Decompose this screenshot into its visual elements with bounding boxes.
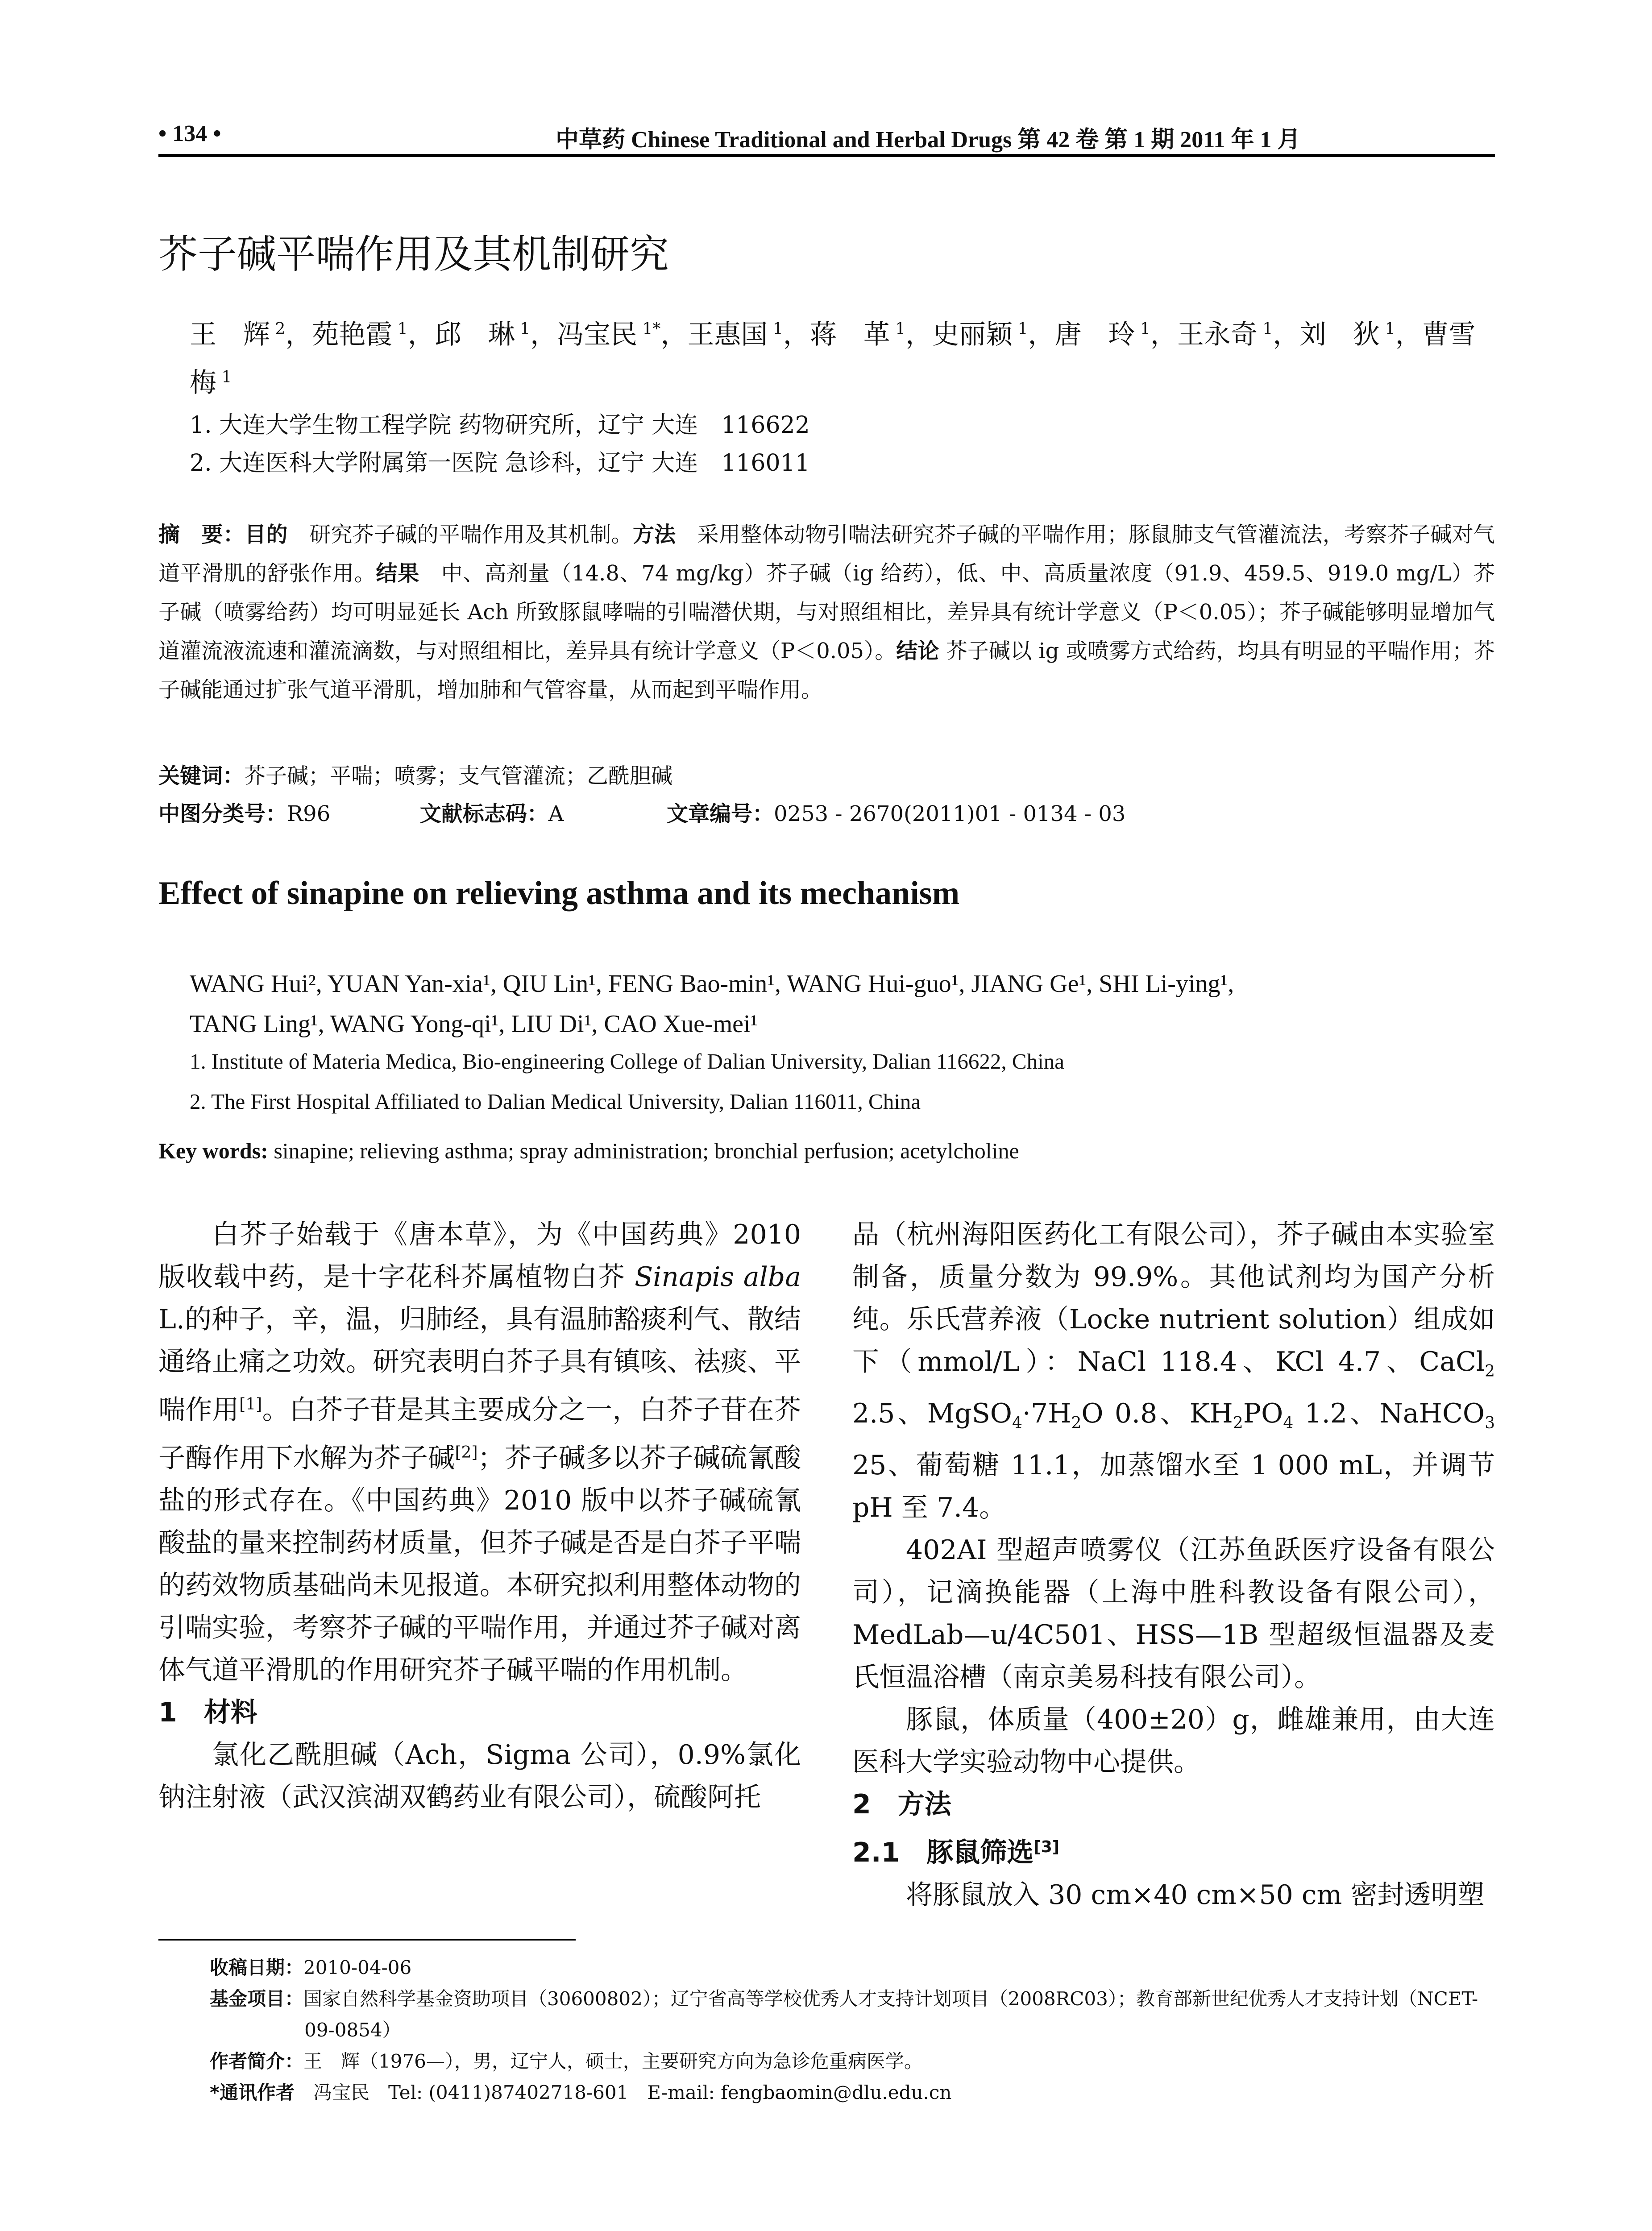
objective-text: 研究芥子碱的平喘作用及其机制。 bbox=[309, 522, 633, 547]
affiliation-2: 2. 大连医科大学附属第一医院 急诊科，辽宁 大连 116011 bbox=[190, 450, 810, 477]
author-affiliation-mark: 1 bbox=[768, 320, 783, 338]
funding-value: 国家自然科学基金资助项目（30600802）；辽宁省高等学校优秀人才支持计划项目（2008RC03）；教育部新世纪优秀人才支持计划（NCET-09-0854） bbox=[303, 1988, 1478, 2041]
article-number-label: 文章编号： bbox=[666, 801, 774, 826]
author-name: 王 辉 bbox=[190, 319, 270, 350]
received-label: 收稿日期： bbox=[210, 1957, 304, 1978]
intro-paragraph bbox=[158, 1214, 801, 1692]
author-affiliation-mark: 1 bbox=[1135, 320, 1150, 338]
author-affiliation-mark: 1 bbox=[1013, 320, 1028, 338]
funding-label: 基金项目： bbox=[210, 1988, 304, 2010]
subscript: 2 bbox=[1071, 1414, 1082, 1432]
english-keywords-label: Key words: bbox=[158, 1138, 268, 1163]
doc-code-value: A bbox=[548, 801, 564, 826]
author-affiliation-mark: 1 bbox=[216, 368, 232, 386]
keywords bbox=[158, 759, 672, 789]
citation[interactable]: [2] bbox=[455, 1443, 478, 1462]
clc-label: 中图分类号： bbox=[158, 801, 287, 826]
subsection-heading bbox=[852, 1826, 1495, 1874]
page-number: • 134 • bbox=[158, 121, 221, 146]
text-run: 白芥子始载于《唐本草》，为《中国药典》2010 版收载中药，是十字花科芥属植物白芥 bbox=[158, 1219, 801, 1293]
running-header bbox=[158, 120, 1495, 156]
abstract-label: 摘 要： bbox=[158, 522, 245, 547]
english-authors-line-2: TANG Ling¹, WANG Yong-qi¹, LIU Di¹, CAO Xue-mei¹ bbox=[190, 1010, 758, 1038]
citation[interactable]: [1] bbox=[239, 1395, 262, 1414]
affiliation-1: 1. 大连大学生物工程学院 药物研究所，辽宁 大连 116622 bbox=[190, 412, 810, 439]
abstract bbox=[158, 515, 1495, 709]
author-affiliation-mark: 1 bbox=[1380, 320, 1395, 338]
author-list: 王 辉 $^2$，苑艳霞 $^1$，邱 琳 $^1$，冯宝民 $^{1*}$，王惠国 $^1$，蒋 革 $^1$，史丽颖 $^1$，唐 玲 $^1$，王永奇 $^1$，刘 狄 $^1$，曹雪梅 $^1$ bbox=[190, 319, 1476, 398]
text-run: L.的种子，辛，温，归肺经，具有温肺豁痰利气、散结通络止痛之功效。研究表明白芥子具有镇咳、祛痰、平喘作用 bbox=[158, 1304, 801, 1426]
footnotes bbox=[210, 1952, 1495, 2108]
body-right-column bbox=[852, 1214, 1495, 1916]
keywords-text: 芥子碱；平喘；喷雾；支气管灌流；乙酰胆碱 bbox=[244, 763, 673, 788]
conclusion-text: 芥子碱以 ig 或喷雾方式给药，均具有明显的平喘作用；芥子碱能通过扩张气道平滑肌，增加肺和气管容量，从而起到平喘作用。 bbox=[158, 639, 1495, 702]
received-date bbox=[210, 1952, 1495, 1983]
author-name: 冯宝民 bbox=[557, 319, 638, 350]
english-affiliation-2: 2. The First Hospital Affiliated to Dalian Medical University, Dalian 116011, China bbox=[190, 1089, 921, 1114]
bio-value: 王 辉（1976—），男，辽宁人，硕士，主要研究方向为急诊危重病医学。 bbox=[303, 2050, 923, 2072]
subscript: 4 bbox=[1283, 1414, 1294, 1432]
received-value: 2010-04-06 bbox=[303, 1957, 412, 1978]
species-name: Sinapis alba bbox=[635, 1261, 801, 1293]
conclusion-label: 结论 bbox=[896, 639, 939, 663]
author-name: 苑艳霞 bbox=[312, 319, 393, 350]
equipment-paragraph: 402AI 型超声喷雾仪（江苏鱼跃医疗设备有限公司），记滴换能器（上海中胜科教设备有限公司），MedLab—u/4C501、HSS—1B 型超级恒温器及麦氏恒温浴槽（南京美易科技有限公司）。 bbox=[852, 1534, 1495, 1693]
author-name: 王永奇 bbox=[1177, 319, 1258, 350]
english-authors-line-1: WANG Hui², YUAN Yan-xia¹, QIU Lin¹, FENG Bao-min¹, WANG Hui-guo¹, JIANG Ge¹, SHI Li-ying¹, bbox=[190, 970, 1234, 998]
author-name: 蒋 革 bbox=[809, 319, 890, 350]
text-run: 25、葡萄糖 11.1，加蒸馏水至 1 000 mL，并调节 pH 至 7.4。 bbox=[852, 1450, 1495, 1523]
english-title: Effect of sinapine on relieving asthma and its mechanism bbox=[158, 875, 960, 912]
author-bio bbox=[210, 2046, 1495, 2077]
author-affiliation-mark: 1* bbox=[637, 320, 661, 338]
text-run: ·7H bbox=[1022, 1398, 1071, 1429]
section-heading: 1 材料 bbox=[158, 1697, 257, 1728]
methods-label: 方法 bbox=[632, 522, 676, 547]
author-name: 王惠国 bbox=[687, 319, 768, 350]
animals-paragraph: 豚鼠，体质量（400±20）g，雌雄兼用，由大连医科大学实验动物中心提供。 bbox=[852, 1704, 1495, 1778]
author-name: 史丽颖 bbox=[932, 319, 1013, 350]
header-rule bbox=[158, 154, 1495, 157]
corresponding-value: 冯宝民 Tel: (0411)87402718-601 E-mail: fengbaomin@dlu.edu.cn bbox=[313, 2082, 952, 2103]
author-affiliation-mark: 1 bbox=[515, 320, 531, 338]
doc-code-label: 文献标志码： bbox=[419, 801, 548, 826]
bio-label: 作者简介： bbox=[210, 2050, 304, 2072]
clc-value: R96 bbox=[287, 801, 331, 826]
corresponding-label: *通讯作者 bbox=[210, 2082, 295, 2103]
corresponding-author bbox=[210, 2077, 1495, 2108]
article-title: 芥子碱平喘作用及其机制研究 bbox=[158, 231, 669, 277]
author-name: 刘 狄 bbox=[1299, 319, 1380, 350]
author-affiliation-mark: 1 bbox=[890, 320, 906, 338]
results-label: 结果 bbox=[376, 561, 419, 586]
subscript: 2 bbox=[1233, 1414, 1243, 1432]
article-number-value: 0253 - 2670(2011)01 - 0134 - 03 bbox=[774, 801, 1126, 826]
methods-text: 采用整体动物引喘法研究芥子碱的平喘作用；豚鼠肺支气管灌流法，考察芥子碱对气道平滑肌的舒张作用。 bbox=[158, 522, 1495, 586]
funding bbox=[210, 1983, 1495, 2046]
subsection-title: 2.1 豚鼠筛选 bbox=[852, 1837, 1034, 1868]
method-paragraph: 将豚鼠放入 30 cm×40 cm×50 cm 密封透明塑 bbox=[906, 1879, 1485, 1911]
subscript: 4 bbox=[1012, 1414, 1022, 1432]
subscript: 2 bbox=[1485, 1362, 1495, 1381]
english-keywords bbox=[158, 1138, 1019, 1164]
body-left-column bbox=[158, 1214, 801, 1819]
keywords-label: 关键词： bbox=[158, 763, 245, 788]
footnote-rule bbox=[158, 1939, 576, 1941]
text-run: ；芥子碱多以芥子碱硫氰酸盐的形式存在。《中国药典》2010 版中以芥子碱硫氰酸盐的量来控制药材质量，但芥子碱是否是白芥子平喘的药效物质基础尚未见报道。本研究拟利用整体动物的引喘实验，考察芥子碱的平喘作用，并通过芥子碱对离体气道平滑肌的作用研究芥子碱平喘的作用机制。 bbox=[158, 1443, 801, 1686]
author-affiliation-mark: 1 bbox=[392, 320, 408, 338]
classification-line bbox=[158, 796, 1125, 827]
citation[interactable]: [3] bbox=[1034, 1838, 1060, 1856]
section-heading: 2 方法 bbox=[852, 1789, 951, 1820]
reagents-paragraph bbox=[852, 1214, 1495, 1529]
results-text: 中、高剂量（14.8、74 mg/kg）芥子碱（ig 给药），低、中、高质量浓度（91.9、459.5、919.0 mg/L）芥子碱（喷雾给药）均可明显延长 Ach 所致豚鼠哮喘的引喘潜伏期，与对照组相比，差异具有统计学意义（P＜0.05）；芥子碱能够明显增加气道灌流液流速和灌流滴数，与对照组相比，差异具有统计学意义（P＜0.05）。 bbox=[158, 561, 1495, 663]
author-name: 唐 玲 bbox=[1054, 319, 1135, 350]
journal-info: 中草药 Chinese Traditional and Herbal Drugs 第 42 卷 第 1 期 2011 年 1 月 bbox=[556, 127, 1301, 153]
text-run: 。白芥子苷是其主要成分之一，白芥子苷在芥子酶作用下水解为芥子碱 bbox=[158, 1394, 801, 1474]
text-run: PO bbox=[1243, 1398, 1283, 1429]
subscript: 3 bbox=[1485, 1414, 1495, 1432]
author-affiliation-mark: 1 bbox=[1257, 320, 1273, 338]
text-run: 2.5、MgSO bbox=[852, 1398, 1012, 1429]
materials-paragraph: 氯化乙酰胆碱（Ach，Sigma 公司），0.9%氯化钠注射液（武汉滨湖双鹤药业有限公司），硫酸阿托 bbox=[158, 1739, 801, 1813]
text-run: O 0.8、KH bbox=[1081, 1398, 1233, 1429]
english-affiliation-1: 1. Institute of Materia Medica, Bio-engineering College of Dalian University, Dalian 116622, China bbox=[190, 1049, 1064, 1074]
author-name: 曹雪梅 bbox=[190, 319, 1476, 398]
objective-label: 目的 bbox=[245, 522, 288, 547]
text-run: 品（杭州海阳医药化工有限公司），芥子碱由本实验室制备，质量分数为 99.9%。其他试剂均为国产分析纯。乐氏营养液（Locke nutrient solution）组成如下（mmol/L）：NaCl 118.4、KCl 4.7、CaCl bbox=[852, 1219, 1495, 1377]
text-run: 1.2、NaHCO bbox=[1293, 1398, 1485, 1429]
author-affiliation-mark: 2 bbox=[270, 320, 286, 338]
author-name: 邱 琳 bbox=[434, 319, 515, 350]
english-keywords-text: sinapine; relieving asthma; spray administration; bronchial perfusion; acetylcholine bbox=[274, 1138, 1019, 1163]
